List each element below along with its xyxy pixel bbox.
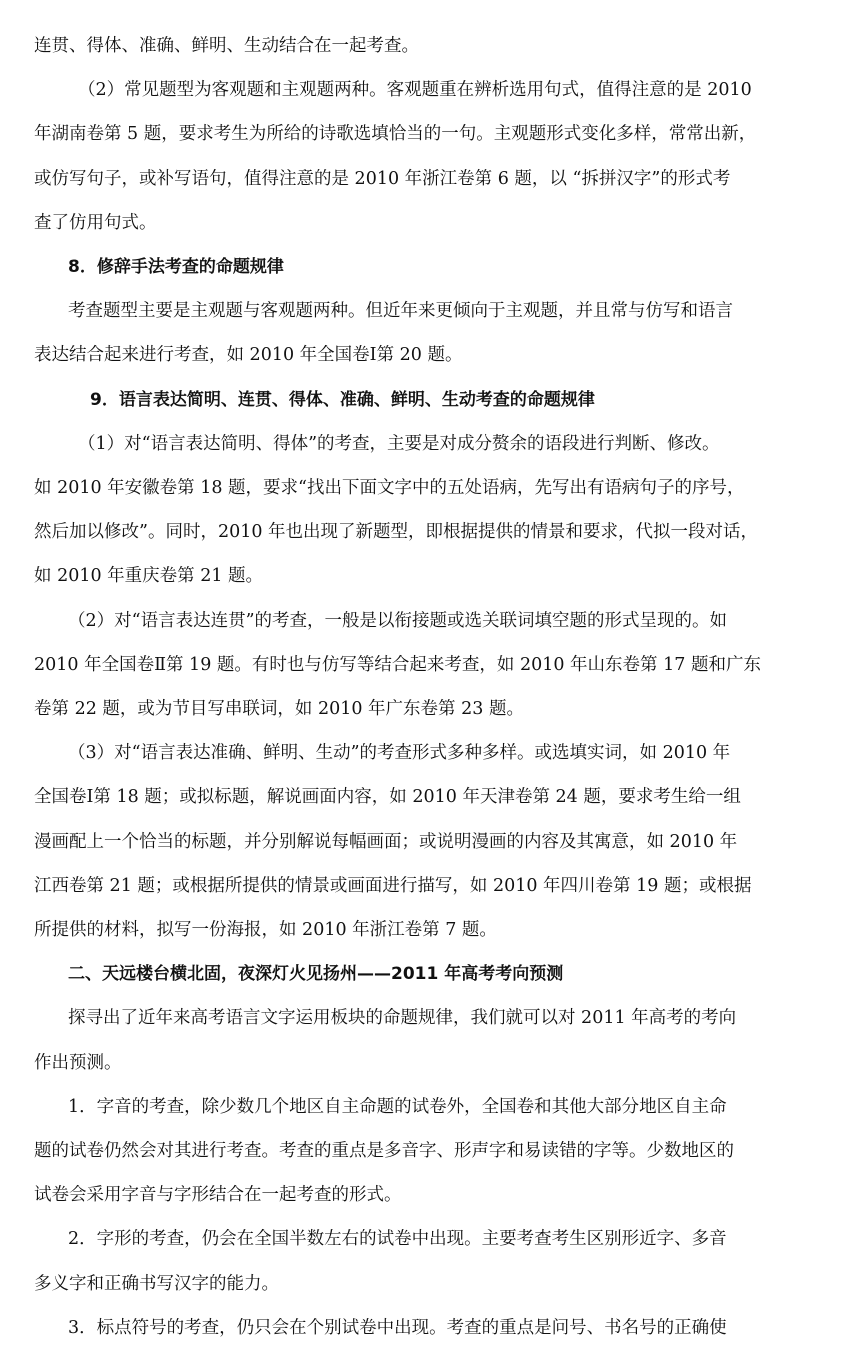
text-line: 多义字和正确书写汉字的能力。	[34, 1274, 279, 1294]
text-line: 2．字形的考查，仍会在全国半数左右的试卷中出现。主要考查考生区别形近字、多音	[68, 1229, 727, 1249]
text-line: 如 2010 年重庆卷第 21 题。	[34, 566, 264, 586]
text-line: 1．字音的考查，除少数几个地区自主命题的试卷外，全国卷和其他大部分地区自主命	[68, 1097, 727, 1117]
text-line: （1）对“语言表达简明、得体”的考查，主要是对成分赘余的语段进行判断、修改。	[78, 434, 720, 454]
text-line: 年湖南卷第 5 题，要求考生为所给的诗歌选填恰当的一句。主观题形式变化多样，常常出新，	[34, 124, 757, 144]
text-line: 连贯、得体、准确、鲜明、生动结合在一起考查。	[34, 36, 419, 56]
section-heading: 8．修辞手法考查的命题规律	[68, 257, 284, 277]
text-line: 或仿写句子，或补写语句，值得注意的是 2010 年浙江卷第 6 题，以 “拆拼汉字”的形式考	[34, 169, 731, 189]
text-line: 探寻出了近年来高考语言文字运用板块的命题规律，我们就可以对 2011 年高考的考向	[68, 1008, 737, 1028]
text-line: 漫画配上一个恰当的标题，并分别解说每幅画面；或说明漫画的内容及其寓意，如 2010 年	[34, 832, 738, 852]
text-line: 考查题型主要是主观题与客观题两种。但近年来更倾向于主观题，并且常与仿写和语言	[68, 301, 733, 321]
text-line: 题的试卷仍然会对其进行考查。考查的重点是多音字、形声字和易读错的字等。少数地区的	[34, 1141, 734, 1161]
text-line: 江西卷第 21 题；或根据所提供的情景或画面进行描写，如 2010 年四川卷第 19 题；或根据	[34, 876, 752, 896]
text-line: 查了仿用句式。	[34, 213, 157, 233]
text-line: 3．标点符号的考查，仍只会在个别试卷中出现。考查的重点是问号、书名号的正确使	[68, 1318, 727, 1338]
section-heading: 二、天远楼台横北固，夜深灯火见扬州——2011 年高考考向预测	[68, 964, 564, 984]
text-line: 表达结合起来进行考查，如 2010 年全国卷Ⅰ第 20 题。	[34, 345, 463, 365]
text-line: 2010 年全国卷Ⅱ第 19 题。有时也与仿写等结合起来考查，如 2010 年山东卷第 17 题和广东	[34, 655, 761, 675]
text-line: （2）对“语言表达连贯”的考查，一般是以衔接题或选关联词填空题的形式呈现的。如	[68, 611, 728, 631]
text-line: 全国卷Ⅰ第 18 题；或拟标题，解说画面内容，如 2010 年天津卷第 24 题，要求考生给一组	[34, 787, 741, 807]
section-heading: 9．语言表达简明、连贯、得体、准确、鲜明、生动考查的命题规律	[90, 390, 595, 410]
text-line: 作出预测。	[34, 1053, 122, 1073]
text-line: 所提供的材料，拟写一份海报，如 2010 年浙江卷第 7 题。	[34, 920, 497, 940]
text-line: 然后加以修改”。同时，2010 年也出现了新题型，即根据提供的情景和要求，代拟一段对话，	[34, 522, 759, 542]
text-line: 卷第 22 题，或为节目写串联词，如 2010 年广东卷第 23 题。	[34, 699, 524, 719]
text-line: 如 2010 年安徽卷第 18 题，要求“找出下面文字中的五处语病，先写出有语病句子的序号，	[34, 478, 745, 498]
text-line: （2）常见题型为客观题和主观题两种。客观题重在辨析选用句式，值得注意的是 2010	[78, 80, 752, 100]
text-line: 试卷会采用字音与字形结合在一起考查的形式。	[34, 1185, 402, 1205]
text-line: （3）对“语言表达准确、鲜明、生动”的考查形式多种多样。或选填实词，如 2010 年	[68, 743, 731, 763]
